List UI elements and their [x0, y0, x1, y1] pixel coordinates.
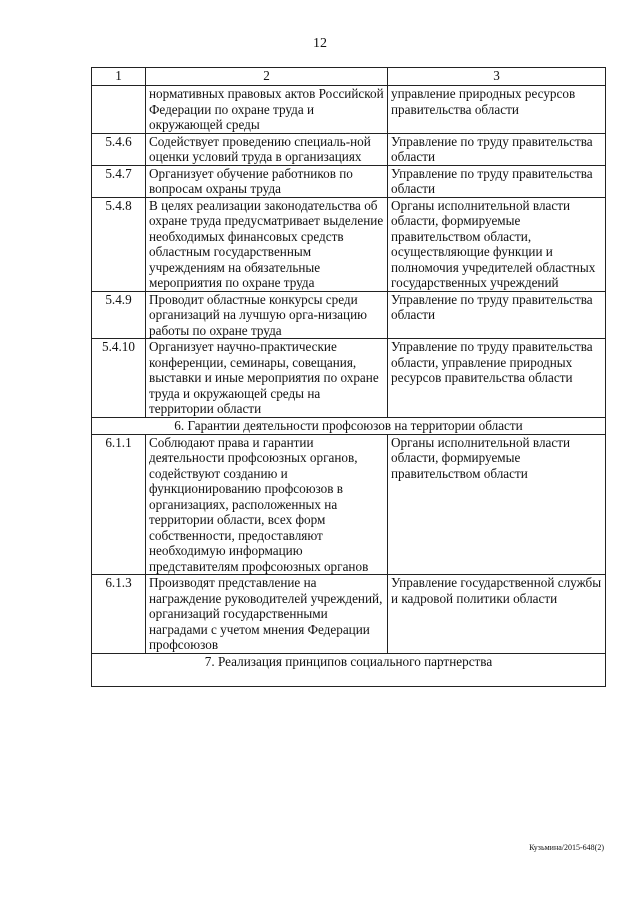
row-responsible: Управление по труду правительства области [388, 165, 606, 197]
row-responsible: Органы исполнительной власти области, формируемые правительством области [388, 434, 606, 575]
row-number: 5.4.10 [92, 339, 146, 418]
row-text: Соблюдают права и гарантии деятельности профсоюзных органов, содействуют созданию и функционированию профсоюзов в организациях, расположенных на территории области, всех форм собственности, предоставляют необходимую информацию представителям профсоюзных органов [146, 434, 388, 575]
column-header: 2 [146, 68, 388, 86]
document-table [91, 67, 606, 687]
section-row [92, 417, 606, 434]
row-responsible: Управление по труду правительства области [388, 291, 606, 339]
row-number: 5.4.8 [92, 197, 146, 291]
document-code: Кузьмина/2015-648(2) [529, 843, 604, 852]
row-text: В целях реализации законодательства об охране труда предусматривает выделение необходимых финансовых средств областным государственным учреждениям на обязательные мероприятия по охране труда [146, 197, 388, 291]
row-number: 6.1.3 [92, 575, 146, 654]
section-heading-6: 6. Гарантии деятельности профсоюзов на территории области [92, 417, 606, 434]
table-row [92, 575, 606, 654]
row-text: Содействует проведению специаль-ной оценки условий труда в организациях [146, 133, 388, 165]
row-responsible: Управление государственной службы и кадровой политики области [388, 575, 606, 654]
row-text: Проводит областные конкурсы среди организаций на лучшую орга-низацию работы по охране труда [146, 291, 388, 339]
table-row [92, 165, 606, 197]
row-text: Организует обучение работников по вопросам охраны труда [146, 165, 388, 197]
row-responsible: Управление по труду правительства области [388, 133, 606, 165]
row-text: нормативных правовых актов Российской Федерации по охране труда и окружающей среды [146, 86, 388, 134]
row-responsible: Органы исполнительной власти области, формируемые правительством области, осуществляющие функции и полномочия учредителей областных государственных учреждений [388, 197, 606, 291]
row-text: Организует научно-практические конференции, семинары, совещания, выставки и иные мероприятия по охране труда и окружающей среды на территории области [146, 339, 388, 418]
row-number: 5.4.7 [92, 165, 146, 197]
table-row [92, 133, 606, 165]
table-row [92, 197, 606, 291]
table-row [92, 434, 606, 575]
section-row [92, 653, 606, 686]
row-number: 6.1.1 [92, 434, 146, 575]
table-header-row [92, 68, 606, 86]
column-header: 3 [388, 68, 606, 86]
row-number [92, 86, 146, 134]
row-responsible: Управление по труду правительства области, управление природных ресурсов правительства области [388, 339, 606, 418]
table-row [92, 86, 606, 134]
row-number: 5.4.6 [92, 133, 146, 165]
row-responsible: управление природных ресурсов правительства области [388, 86, 606, 134]
section-heading-7: 7. Реализация принципов социального партнерства [92, 653, 606, 686]
column-header: 1 [92, 68, 146, 86]
table-row [92, 291, 606, 339]
page-number: 12 [313, 36, 327, 51]
row-text: Производят представление на награждение руководителей учреждений, организаций государственными наградами с учетом мнения Федерации профсоюзов [146, 575, 388, 654]
table-row [92, 339, 606, 418]
row-number: 5.4.9 [92, 291, 146, 339]
